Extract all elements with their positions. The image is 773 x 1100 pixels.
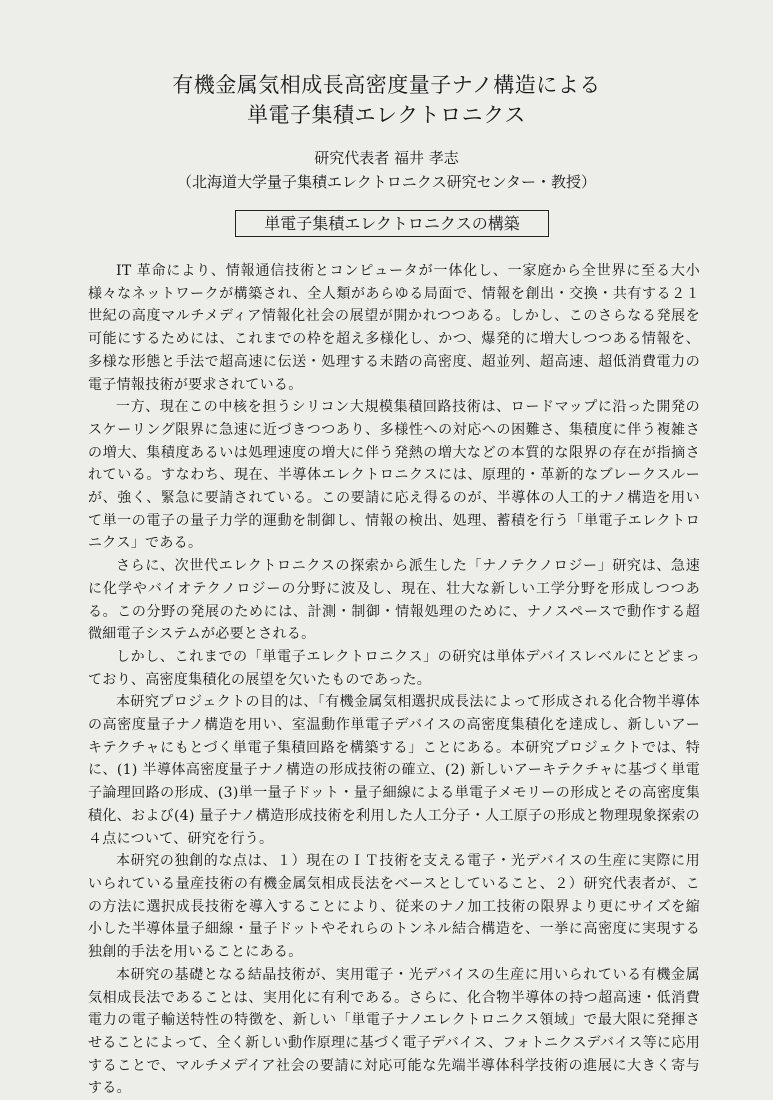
paragraph-2: 一方、現在この中核を担うシリコン大規模集積回路技術は、ロードマップに沿った開発のスケーリング限界に急速に近づきつつあり、多様性への対応への困難さ、集積度に伴う複雑さの増大、集積度あるいは処理速度の増大に伴う発熱の増大などの本質的な限界の存在が指摘されている。すなわち、現在、半導体エレクトロニクスには、原理的・革新的なブレークスルーが、強く、緊急に要請されている。この要請に応え得るのが、半導体の人工的ナノ構造を用いて単一の電子の量子力学的運動を制御し、情報の検出、処理、蓄積を行う「単電子エレクトロニクス」である。 [88, 399, 700, 552]
body-text [88, 260, 700, 1100]
paragraph-7: 本研究の基礎となる結晶技術が、実用電子・光デバイスの生産に用いられている有機金属気相成長法であることは、実用化に有利である。さらに、化合物半導体の持つ超高速・低消費電力の電子輸送特性の特徴を、新しい「単電子ナノエレクトロニクス領域」で最大限に発揮させることによって、全く新しい動作原理に基づく電子デバイス、フォトニクスデバイス等に応用することで、マルチメデイア社会の要請に対応可能な先端半導体科学技術の進展に大きく寄与する。 [88, 966, 700, 1097]
section-heading: 単電子集積エレクトロニクスの構築 [235, 210, 549, 237]
author-affiliation: （北海道大学量子集積エレクトロニクス研究センター・教授） [177, 173, 596, 191]
paragraph-3: さらに、次世代エレクトロニクスの探索から派生した「ナノテクノロジー」研究は、急速に化学やバイオテクノロジーの分野に波及し、現在、壮大な新しい工学分野を形成しつつある。この分野の発展のためには、計測・制御・情報処理のために、ナノスペースで動作する超微細電子システムが必要とされる。 [88, 558, 700, 643]
paragraph-5: 本研究プロジェクトの目的は、「有機金属気相選択成長法によって形成される化合物半導体の高密度量子ナノ構造を用い、室温動作単電子デバイスの高密度集積化を達成し、新しいアーキテクチャにもとづく単電子集積回路を構築する」ことにある。本研究プロジェクトでは、特に、(1) 半導体高密度量子ナノ構造の形成技術の確立、(2) 新しいアーキテクチャに基づく単電子論理回路の形成、(3)単一量子ドット・量子細線による単電子メモリーの形成とその高密度集積化、および(4) 量子ナノ構造形成技術を利用した人工分子・人工原子の形成と物理現象探索の４点について、研究を行う。 [88, 694, 700, 847]
paragraph-1: IT 革命により、情報通信技術とコンピュータが一体化し、一家庭から全世界に至る大小様々なネットワークが構築され、全人類があらゆる局面で、情報を創出・交換・共有する２１世紀の高度マルチメディア情報化社会の展望が開かれつつある。しかし、このさらなる発展を可能にするためには、これまでの枠を超え多様化し、かつ、爆発的に増大しつつある情報を、多様な形態と手法で超高速に伝送・処理する未踏の高密度、超並列、超高速、超低消費電力の電子情報技術が要求されている。 [88, 263, 700, 393]
document-title-line-1: 有機金属気相成長高密度量子ナノ構造による [172, 73, 601, 97]
author-line: 研究代表者 福井 孝志 [314, 149, 459, 167]
paragraph-6: 本研究の独創的な点は、１）現在のＩＴ技術を支える電子・光デバイスの生産に実際に用いられている量産技術の有機金属気相成長法をベースとしていること、２）研究代表者が、この方法に選択成長技術を導入することにより、従来のナノ加工技術の限界より更にサイズを縮小した半導体量子細線・量子ドットやそれらのトンネル結合構造を、一挙に高密度に実現する独創的手法を用いることにある。 [88, 853, 700, 961]
document-title-line-2: 単電子集積エレクトロニクス [247, 103, 526, 127]
paragraph-4: しかし、これまでの「単電子エレクトロニクス」の研究は単体デバイスレベルにとどまっており、高密度集積化の展望を欠いたものであった。 [88, 648, 700, 688]
